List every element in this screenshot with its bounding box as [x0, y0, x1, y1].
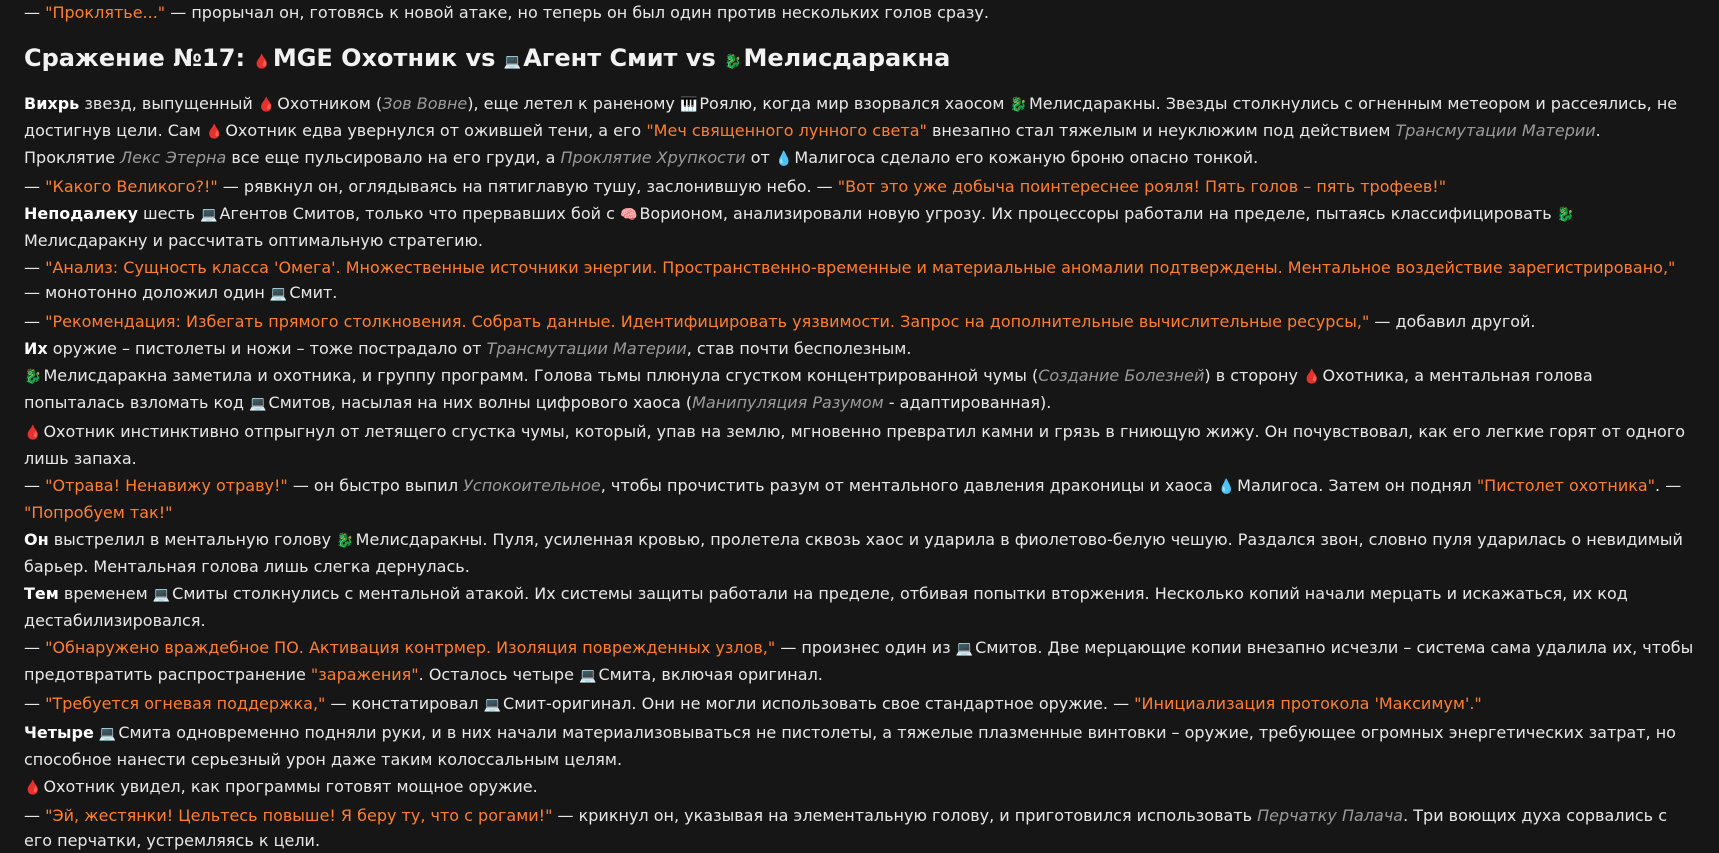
- narration-text: — констатировал: [325, 694, 484, 713]
- narration-text: —: [24, 258, 46, 277]
- narration-text: ) в сторону: [1204, 366, 1304, 385]
- laptop-icon: 💻: [269, 286, 288, 302]
- narration-text: Смитов. Две мерцающие копии внезапно исчезли – система сама удалила их, чтобы предотвратить распространение: [24, 638, 1694, 684]
- story-paragraph: [24, 336, 1695, 361]
- laptop-icon: 💻: [483, 697, 502, 713]
- narration-text: — он быстро выпил: [287, 476, 464, 495]
- story-paragraph: [24, 635, 1695, 689]
- laptop-icon: 💻: [249, 396, 267, 412]
- narration-text: Смита одновременно подняли руки, и в них начали материализовываться не пистолеты, а тяжелые плазменные винтовки – оружие, требующее огромных энергетических затрат, но способное нанести серьезный урон даже таким колоссальным целям.: [24, 723, 1676, 769]
- lead-word: Их: [24, 339, 48, 358]
- narration-text: все еще пульсировало на его груди, а: [226, 148, 561, 167]
- laptop-icon: 💻: [503, 54, 522, 70]
- quote-text: "Вот это уже добыча поинтереснее рояля! Пять голов – пять трофеев!": [837, 177, 1447, 196]
- narration-text: Смиты столкнулись с ментальной атакой. Их системы защиты работали на пределе, отбивая попытки вторжения. Несколько копий начали мерцать и искажаться, их код дестабилизировался.: [24, 584, 1628, 630]
- ability-name: Проклятие Хрупкости: [560, 148, 746, 167]
- narration-text: Охотник увидел, как программы готовят мощное оружие.: [43, 777, 538, 796]
- story-paragraph: [24, 720, 1695, 772]
- narration-text: Мелисдаракну и рассчитать оптимальную стратегию.: [24, 231, 484, 250]
- story-paragraph: [24, 527, 1695, 579]
- quote-text: "Какого Великого?!": [45, 177, 218, 196]
- narration-text: Малигоса сделало его кожаную броню опасно тонкой.: [794, 148, 1259, 167]
- laptop-icon: 💻: [200, 207, 218, 223]
- narration-text: Мелисдаракны. Пуля, усиленная кровью, пролетела сквозь хаос и ударила в фиолетово-белую чешую. Раздался звон, словно пуля ударилась о невидимый барьер. Ментальная голова лишь слегка дернулась.: [24, 530, 1683, 576]
- narration-text: — добавил другой.: [1369, 312, 1536, 331]
- lead-word: Он: [24, 530, 49, 549]
- laptop-icon: 💻: [152, 587, 171, 603]
- narration-text: . —: [1655, 476, 1682, 495]
- story-paragraph: [24, 91, 1695, 172]
- narration-text: , став почти бесполезным.: [686, 339, 912, 358]
- narration-text: —: [24, 476, 46, 495]
- narration-text: Ворионом, анализировали новую угрозу. Их процессоры работали на пределе, пытаясь классифицировать: [639, 204, 1557, 223]
- narration-text: — произнес один из: [775, 638, 956, 657]
- lead-word: Вихрь: [24, 94, 80, 113]
- narration-text: , чтобы прочистить разум от ментального давления драконицы и хаоса: [600, 476, 1218, 495]
- narration-text: — крикнул он, указывая на элементальную голову, и приготовился использовать: [552, 806, 1258, 825]
- title-melisdarakna: Мелисдаракна: [743, 44, 951, 72]
- story-paragraph: [24, 581, 1695, 633]
- quote-text: "Эй, жестянки! Цельтесь повыше! Я беру ту, что с рогами!": [45, 806, 553, 825]
- blood-drop-icon: 🩸: [257, 97, 276, 113]
- story-paragraph: [24, 691, 1695, 718]
- laptop-icon: 💻: [955, 641, 974, 657]
- quote-text: "Рекомендация: Избегать прямого столкновения. Собрать данные. Идентифицировать уязвимости. Запрос на дополнительные вычислительные ресурсы,": [45, 312, 1370, 331]
- narration-text: —: [24, 312, 46, 331]
- narration-text: —: [24, 694, 46, 713]
- piano-icon: 🎹: [679, 97, 698, 113]
- blood-drop-icon: 🩸: [24, 780, 42, 796]
- title-vs: vs: [677, 44, 725, 72]
- quote-text: "Пистолет охотника": [1476, 476, 1656, 495]
- narration-text: Смита, включая оригинал.: [598, 665, 823, 684]
- blood-drop-icon: 🩸: [253, 54, 271, 70]
- quote-text: "Меч священного лунного света": [646, 121, 927, 140]
- narration-text: внезапно стал тяжелым и неуклюжим под действием: [926, 121, 1396, 140]
- ability-name: Успокоительное: [463, 476, 601, 495]
- water-drop-icon: 💧: [1217, 479, 1236, 495]
- quote-text: "Попробуем так!": [24, 503, 173, 522]
- narration-text: Охотник едва увернулся от ожившей тени, а его: [225, 121, 647, 140]
- lead-word: Тем: [24, 584, 59, 603]
- blood-drop-icon: 🩸: [205, 124, 224, 140]
- lead-word: Четыре: [24, 723, 94, 742]
- quote-text: "Инициализация протокола 'Максимум'.": [1134, 694, 1482, 713]
- ability-name: Трансмутации Материи: [1395, 121, 1596, 140]
- dash: —: [24, 3, 40, 22]
- story-paragraph: [24, 174, 1695, 199]
- narration-text: Малигоса. Затем он поднял: [1237, 476, 1477, 495]
- story-paragraph: [24, 201, 1695, 253]
- previous-paragraph-fragment: [24, 0, 1695, 20]
- laptop-icon: 💻: [579, 668, 597, 684]
- quote-text: "Анализ: Сущность класса 'Омега'. Множественные источники энергии. Пространственно-временные и материальные аномалии подтверждены. Ментальное воздействие зарегистрировано,": [45, 258, 1676, 277]
- narration-text: шесть: [137, 204, 201, 223]
- narration-text: Смит.: [289, 283, 338, 302]
- title-hunter: MGE Охотник: [272, 44, 458, 72]
- ability-name: Перчатку Палача: [1257, 806, 1404, 825]
- narration-text: Охотником (: [277, 94, 383, 113]
- narration-text: оружие – пистолеты и ножи – тоже пострадало от: [47, 339, 487, 358]
- laptop-icon: 💻: [98, 726, 117, 742]
- narration-text: — прорычал он, готовясь к новой атаке, но теперь он был один против нескольких голов сразу.: [165, 3, 989, 22]
- narration-text: Роялю, когда мир взорвался хаосом: [699, 94, 1010, 113]
- ability-name: Зов Вовне: [382, 94, 468, 113]
- narration-text: Мелисдаракны. Звезды столкнулись с огненным метеором и рассеялись, не достигнув цели. Сам: [24, 94, 1678, 140]
- story-paragraph: [24, 255, 1695, 307]
- story-paragraph: [24, 774, 1695, 801]
- narration-text: Охотник инстинктивно отпрыгнул от летящего сгустка чумы, который, упав на землю, мгновенно превратил камни и грязь в гниющую жижу. Он почувствовал, как его легкие горят от одного лишь запаха.: [24, 422, 1686, 468]
- narration-text: звезд, выпущенный: [79, 94, 258, 113]
- title-vs: vs: [457, 44, 504, 72]
- battle-title: [24, 42, 1695, 78]
- narration-text: Мелисдаракна заметила и охотника, и группу программ. Голова тьмы плюнула сгустком концентрированной чумы (: [43, 366, 1039, 385]
- story-paragraph: [24, 473, 1695, 525]
- blood-drop-icon: 🩸: [24, 425, 42, 441]
- narration-text: . Проклятие: [24, 121, 1601, 167]
- narration-text: ), еще летел к раненому: [467, 94, 680, 113]
- narration-text: Агентов Смитов, только что прервавших бой с: [219, 204, 620, 223]
- narration-text: - адаптированная).: [883, 393, 1052, 412]
- narration-text: —: [24, 177, 46, 196]
- narration-text: временем: [58, 584, 153, 603]
- blood-drop-icon: 🩸: [1303, 369, 1321, 385]
- quote-text: "Проклятье...": [45, 3, 166, 22]
- dragon-icon: 🐉: [24, 369, 42, 385]
- title-prefix: Сражение №17:: [24, 44, 254, 72]
- narration-text: —: [24, 806, 46, 825]
- quote-text: "Требуется огневая поддержка,": [45, 694, 326, 713]
- water-drop-icon: 💧: [774, 151, 793, 167]
- narration-text: —: [24, 638, 46, 657]
- dragon-icon: 🐉: [336, 533, 354, 549]
- story-paragraph: [24, 363, 1695, 417]
- narration-text: . Осталось четыре: [418, 665, 580, 684]
- dragon-icon: 🐉: [1009, 97, 1027, 113]
- title-agent-smith: Агент Смит: [523, 44, 678, 72]
- quote-text: "заражения": [310, 665, 419, 684]
- lead-word: Неподалеку: [24, 204, 138, 223]
- narration-text: выстрелил в ментальную голову: [48, 530, 337, 549]
- dragon-icon: 🐉: [724, 54, 742, 70]
- story-paragraph: [24, 419, 1695, 471]
- narration-text: . Три воющих духа сорвались с его перчатки, устремляясь к цели.: [24, 806, 1667, 850]
- ability-name: Лекс Этерна: [120, 148, 227, 167]
- brain-icon: 🧠: [620, 207, 638, 223]
- dragon-icon: 🐉: [1556, 207, 1575, 223]
- story-body: [24, 91, 1695, 853]
- quote-text: "Обнаружено враждебное ПО. Активация контрмер. Изоляция поврежденных узлов,": [45, 638, 776, 657]
- quote-text: "Отрава! Ненавижу отраву!": [45, 476, 288, 495]
- narration-text: Смитов, насылая на них волны цифрового хаоса (: [268, 393, 693, 412]
- narration-text: — монотонно доложил один: [24, 283, 270, 302]
- story-paragraph: [24, 803, 1695, 853]
- ability-name: Создание Болезней: [1038, 366, 1205, 385]
- narration-text: Смит-оригинал. Они не могли использовать свое стандартное оружие. —: [503, 694, 1135, 713]
- story-paragraph: [24, 309, 1695, 334]
- ability-name: Манипуляция Разумом: [692, 393, 884, 412]
- narration-text: от: [745, 148, 775, 167]
- narration-text: Охотника, а ментальная голова попыталась взломать код: [24, 366, 1593, 412]
- ability-name: Трансмутации Материи: [486, 339, 687, 358]
- narration-text: — рявкнул он, оглядываясь на пятиглавую тушу, заслонившую небо. —: [217, 177, 838, 196]
